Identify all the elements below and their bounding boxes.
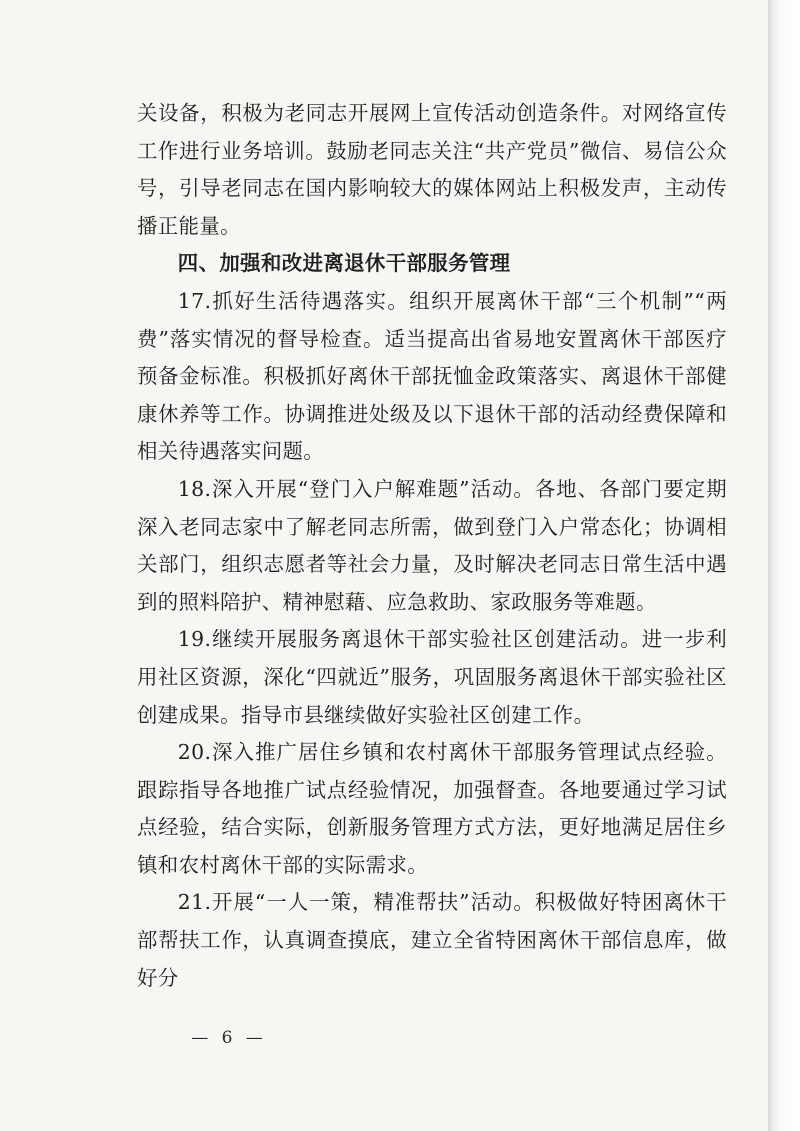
page-number [0, 1028, 768, 1048]
paragraph-item-17: 17.抓好生活待遇落实。组织开展离休干部“三个机制”“两费”落实情况的督导检查。适当提高出省易地安置离休干部医疗预备金标准。积极抓好离休干部抚恤金政策落实、离退休干部健康休养等工作。协调推进处级及以下退休干部的活动经费保障和相关待遇落实问题。 [137, 288, 727, 464]
paragraph-item-19: 19.继续开展服务离退休干部实验社区创建活动。进一步利用社区资源，深化“四就近”服务，巩固服务离退休干部实验社区创建成果。指导市县继续做好实验社区创建工作。 [137, 627, 727, 727]
page-number-label: — 6 — [191, 1028, 267, 1048]
section-heading: 四、加强和改进离退休干部服务管理 [177, 251, 511, 276]
document-body [137, 95, 727, 997]
paragraph-item-18: 18.深入开展“登门入户解难题”活动。各地、各部门要定期深入老同志家中了解老同志所需，做到登门入户常态化；协调相关部门，组织志愿者等社会力量，及时解决老同志日常生活中遇到的照料陪护、精神慰藉、应急救助、家政服务等难题。 [137, 476, 727, 614]
page-edge [768, 0, 800, 1131]
continuation-paragraph: 关设备，积极为老同志开展网上宣传活动创造条件。对网络宣传工作进行业务培训。鼓励老同志关注“共产党员”微信、易信公众号，引导老同志在国内影响较大的媒体网站上积极发声，主动传播正能量。 [137, 101, 727, 238]
paragraph-item-20: 20.深入推广居住乡镇和农村离休干部服务管理试点经验。跟踪指导各地推广试点经验情况，加强督查。各地要通过学习试点经验，结合实际，创新服务管理方式方法，更好地满足居住乡镇和农村离休干部的实际需求。 [137, 740, 727, 877]
paragraph-item-21: 21.开展“一人一策，精准帮扶”活动。积极做好特困离休干部帮扶工作，认真调查摸底，建立全省特困离休干部信息库，做好分 [137, 890, 727, 990]
